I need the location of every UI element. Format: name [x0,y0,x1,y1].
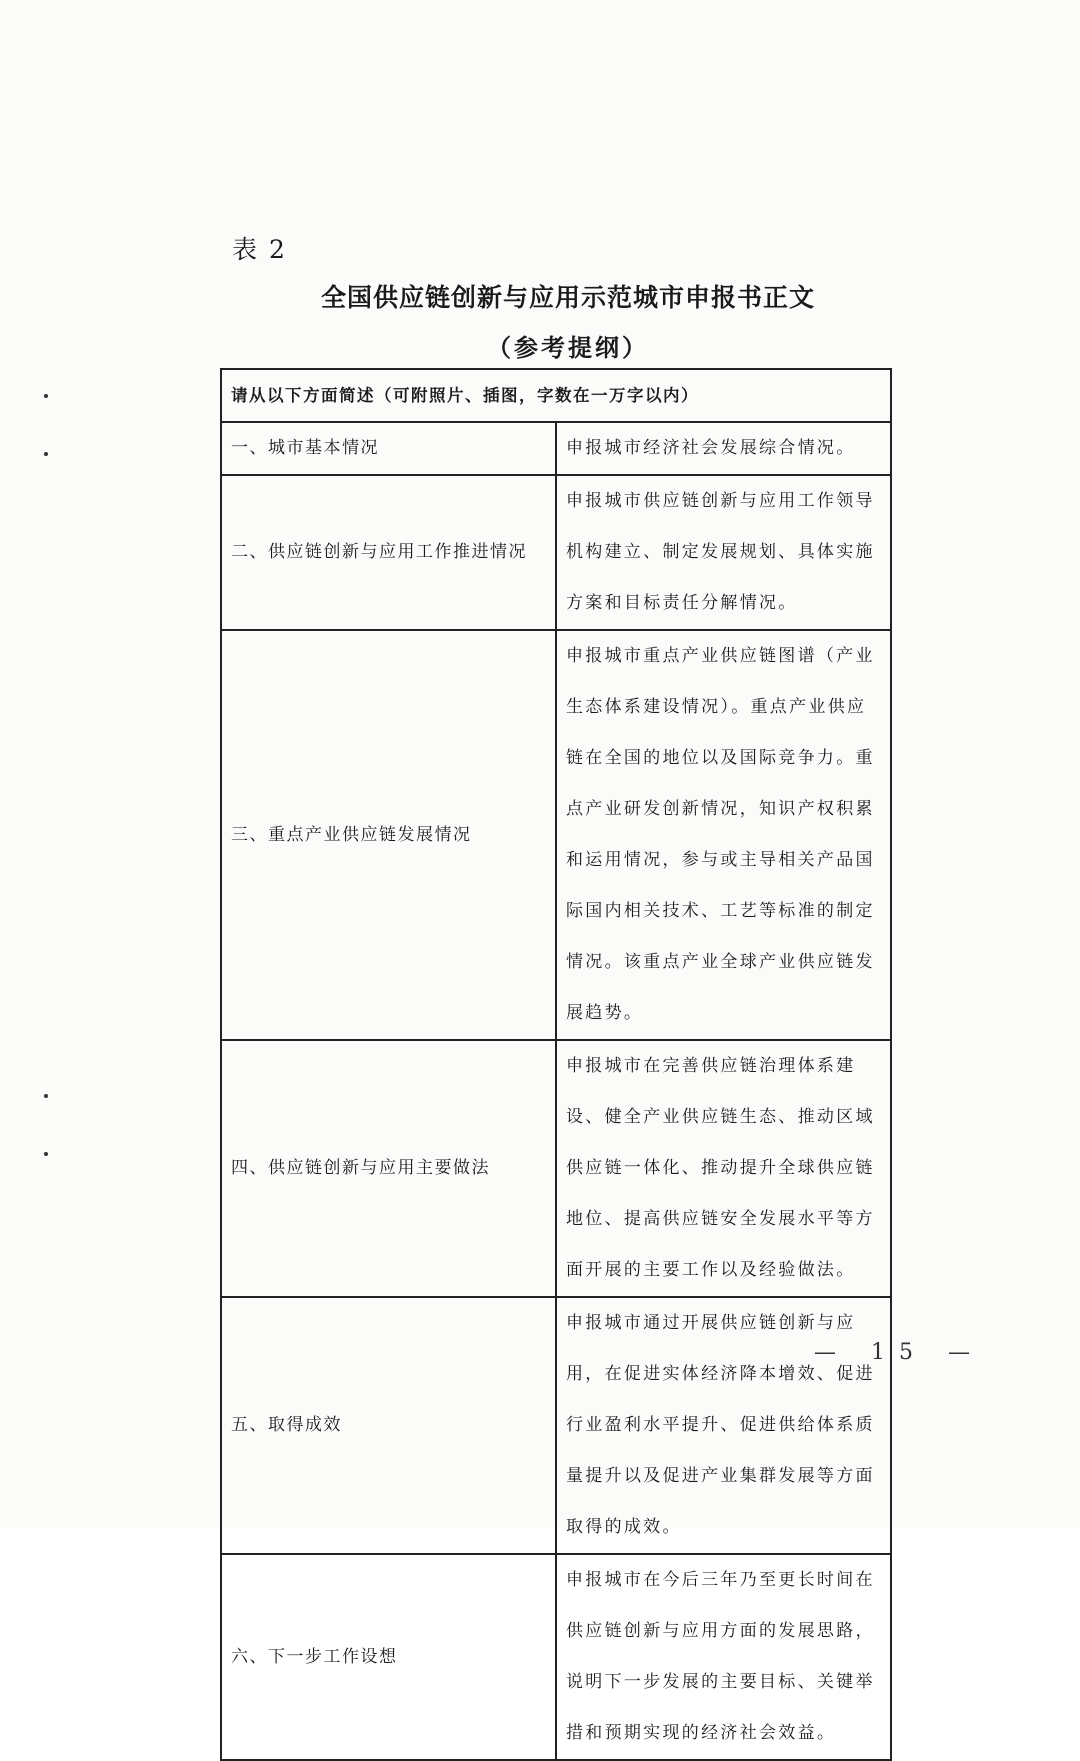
scan-speck [44,1152,48,1156]
scan-speck [44,1094,48,1098]
table-label: 表 2 [232,235,287,264]
table-header-cell: 请从以下方面简述（可附照片、插图，字数在一万字以内） [221,369,891,422]
table-row [221,1040,891,1297]
aspect-cell: 四、供应链创新与应用主要做法 [221,1040,556,1297]
aspect-cell: 二、供应链创新与应用工作推进情况 [221,475,556,630]
document-subtitle: （参考提纲） [487,333,649,362]
scan-speck [44,394,48,398]
table-row [221,1554,891,1760]
table-row [221,475,891,630]
aspect-cell: 一、城市基本情况 [221,422,556,475]
table-header-row [221,369,891,422]
content-cell: 申报城市通过开展供应链创新与应用，在促进实体经济降本增效、促进行业盈利水平提升、促进供给体系质量提升以及促进产业集群发展等方面取得的成效。 [556,1297,891,1554]
content-cell: 申报城市重点产业供应链图谱（产业生态体系建设情况）。重点产业供应链在全国的地位以及国际竞争力。重点产业研发创新情况，知识产权积累和运用情况，参与或主导相关产品国际国内相关技术、工艺等标准的制定情况。该重点产业全球产业供应链发展趋势。 [556,630,891,1040]
outline-table [220,368,892,1761]
scan-speck [44,452,48,456]
table-row [221,1297,891,1554]
content-cell: 申报城市在完善供应链治理体系建设、健全产业供应链生态、推动区域供应链一体化、推动提升全球供应链地位、提高供应链安全发展水平等方面开展的主要工作以及经验做法。 [556,1040,891,1297]
content-cell: 申报城市在今后三年乃至更长时间在供应链创新与应用方面的发展思路，说明下一步发展的主要目标、关键举措和预期实现的经济社会效益。 [556,1554,891,1760]
aspect-cell: 五、取得成效 [221,1297,556,1554]
content-cell: 申报城市供应链创新与应用工作领导机构建立、制定发展规划、具体实施方案和目标责任分解情况。 [556,475,891,630]
table-row [221,422,891,475]
aspect-cell: 三、重点产业供应链发展情况 [221,630,556,1040]
document-title: 全国供应链创新与应用示范城市申报书正文 [320,283,815,312]
content-cell: 申报城市经济社会发展综合情况。 [556,422,891,475]
page-number: — 15 — [814,1340,984,1365]
aspect-cell: 六、下一步工作设想 [221,1554,556,1760]
table-row [221,630,891,1040]
